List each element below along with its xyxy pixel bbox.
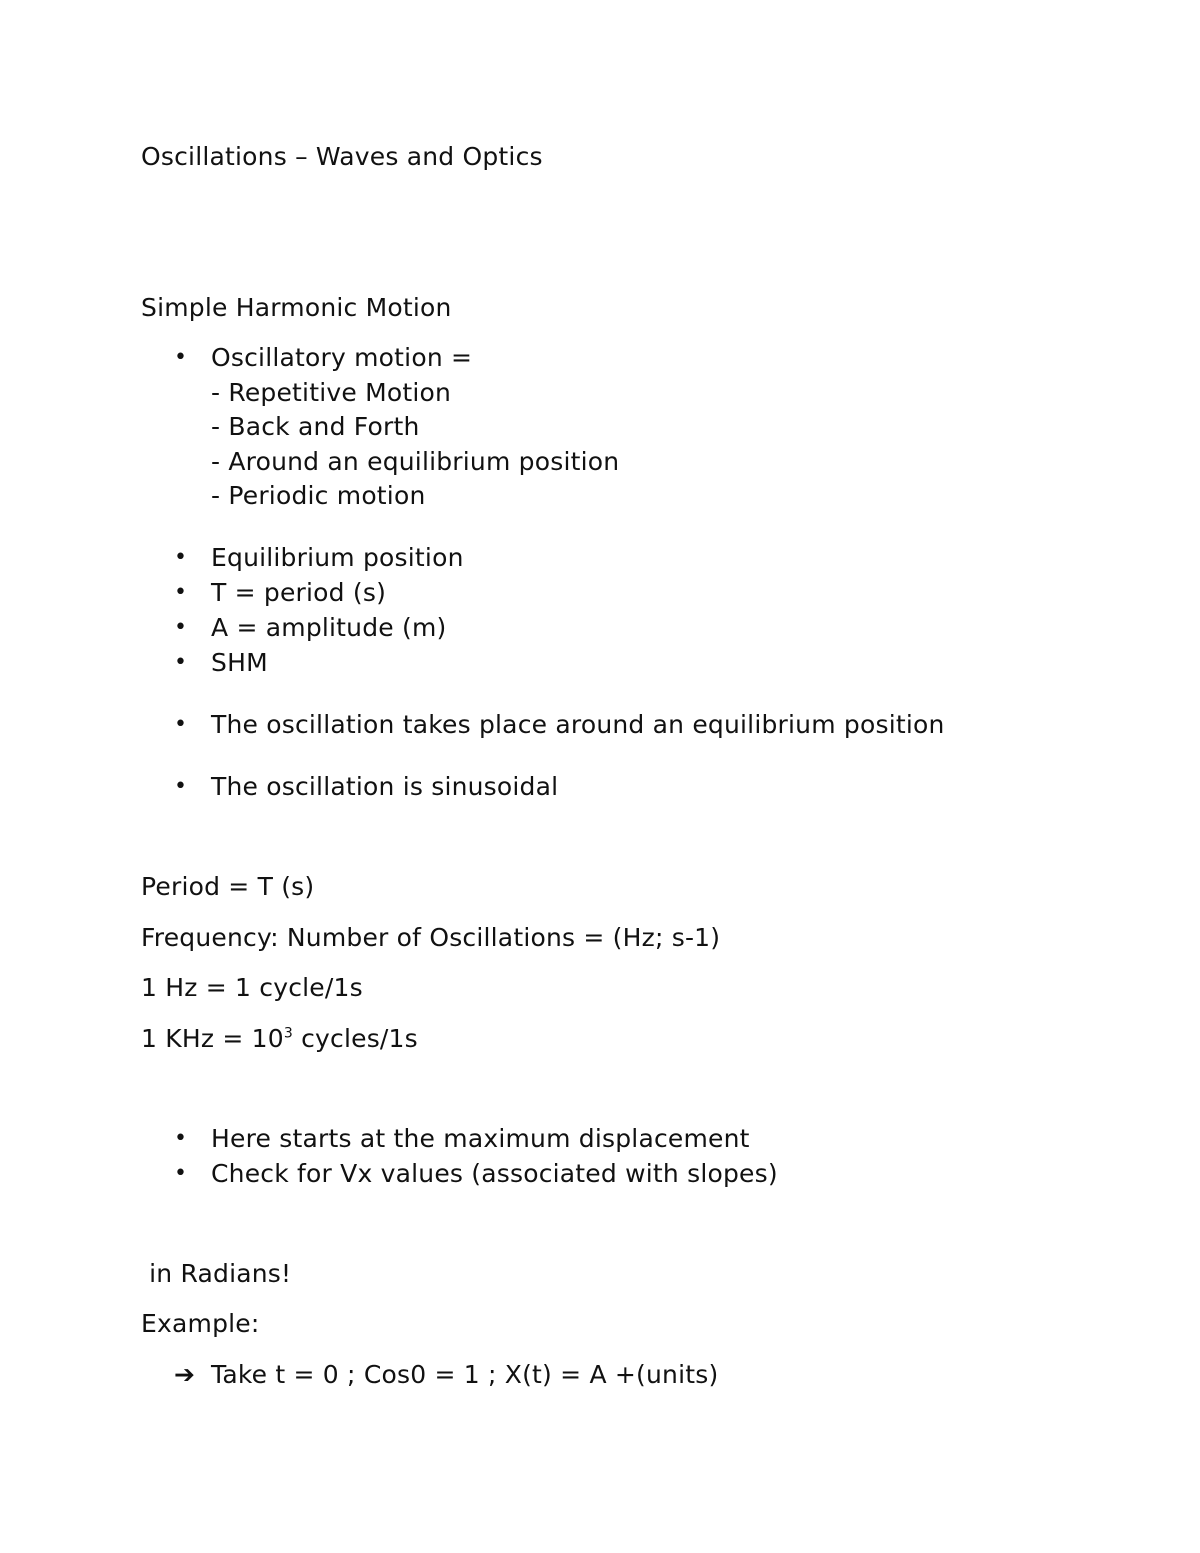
hz-line: 1 Hz = 1 cycle/1s	[141, 973, 363, 1002]
section-heading-shm: Simple Harmonic Motion	[141, 293, 452, 322]
bullet-marker: •	[174, 650, 187, 675]
bullet-equilibrium-position: Equilibrium position	[211, 543, 464, 572]
bullet-marker: •	[174, 774, 187, 799]
bullet-amplitude: A = amplitude (m)	[211, 613, 447, 642]
bullet-marker: •	[174, 1161, 187, 1186]
bullet-oscillatory-motion: Oscillatory motion =	[211, 343, 473, 372]
bullet-oscillation-sinusoidal: The oscillation is sinusoidal	[211, 772, 559, 801]
khz-suffix: cycles/1s	[292, 1024, 418, 1053]
document-title: Oscillations – Waves and Optics	[141, 142, 543, 171]
frequency-line: Frequency: Number of Oscillations = (Hz; s-1)	[141, 923, 721, 952]
bullet-max-displacement: Here starts at the maximum displacement	[211, 1124, 750, 1153]
sub-item-back-and-forth: - Back and Forth	[211, 412, 420, 441]
bullet-marker: •	[174, 1126, 187, 1151]
bullet-marker: •	[174, 712, 187, 737]
radians-line: in Radians!	[141, 1259, 292, 1288]
period-line: Period = T (s)	[141, 872, 315, 901]
bullet-oscillation-around: The oscillation takes place around an equilibrium position	[211, 710, 945, 739]
bullet-vx-values: Check for Vx values (associated with slopes)	[211, 1159, 778, 1188]
sub-item-around-equilibrium: - Around an equilibrium position	[211, 447, 620, 476]
example-label: Example:	[141, 1309, 260, 1338]
example-item: Take t = 0 ; Cos0 = 1 ; X(t) = A +(units)	[211, 1360, 719, 1389]
sub-item-periodic-motion: - Periodic motion	[211, 481, 426, 510]
khz-exponent: 3	[283, 1025, 293, 1042]
bullet-marker: •	[174, 615, 187, 640]
khz-prefix: 1 KHz = 10	[141, 1024, 284, 1053]
bullet-marker: •	[174, 580, 187, 605]
bullet-marker: •	[174, 345, 187, 370]
arrow-icon: ➔	[174, 1360, 195, 1389]
khz-line	[141, 1024, 418, 1054]
bullet-shm: SHM	[211, 648, 268, 677]
sub-item-repetitive-motion: - Repetitive Motion	[211, 378, 452, 407]
bullet-marker: •	[174, 545, 187, 570]
bullet-period: T = period (s)	[211, 578, 387, 607]
